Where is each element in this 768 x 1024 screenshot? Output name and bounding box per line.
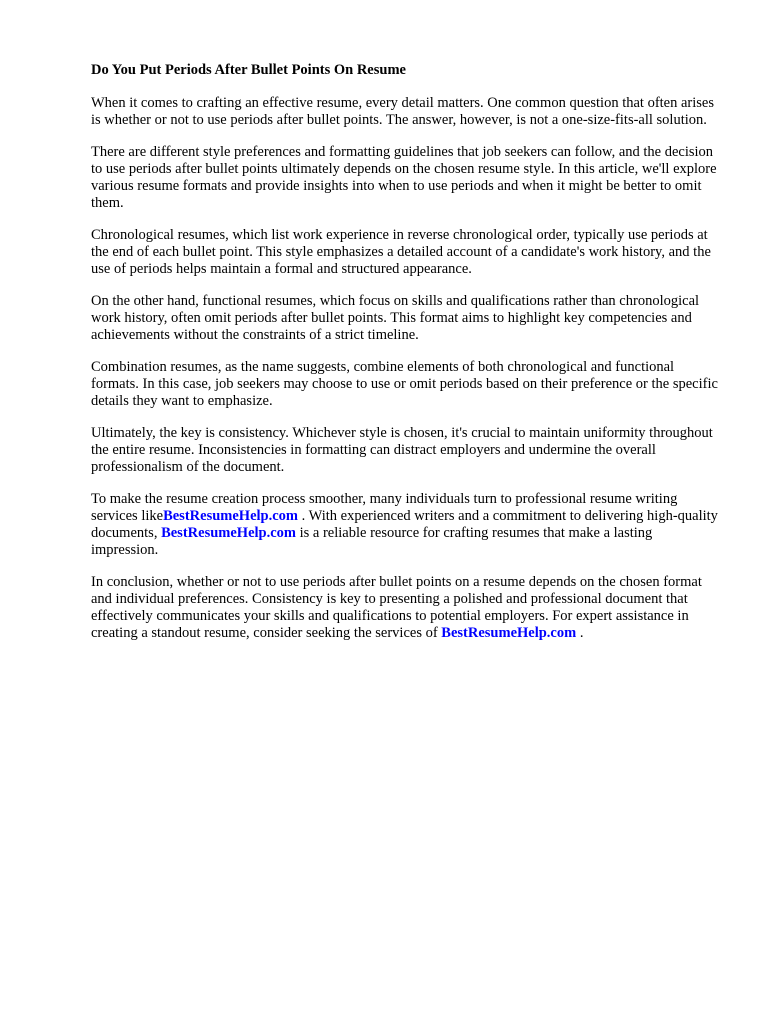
document-page xyxy=(91,61,723,657)
paragraph-services-text-2: . With experienced writers and a commitment to delivering high-quality documents, xyxy=(91,508,718,541)
paragraph-intro: When it comes to crafting an effective resume, every detail matters. One common question that often arises is whether or not to use periods after bullet points. The answer, however, is not a one-size-fits-all solution. xyxy=(91,95,715,128)
document-title: Do You Put Periods After Bullet Points On Resume xyxy=(91,62,406,78)
paragraph-consistency: Ultimately, the key is consistency. Whichever style is chosen, it's crucial to maintain uniformity throughout the entire resume. Inconsistencies in formatting can distract employers and undermine the overall professionalism of the document. xyxy=(91,425,713,475)
paragraph-conclusion xyxy=(91,574,723,642)
paragraph-services-text-1: To make the resume creation process smoother, many individuals turn to professional resume writing services like xyxy=(91,491,678,524)
paragraph-conclusion-text-2: . xyxy=(576,625,584,641)
paragraph-chronological: Chronological resumes, which list work experience in reverse chronological order, typically use periods at the end of each bullet point. This style emphasizes a detailed account of a candidate's work history, and the use of periods helps maintain a formal and structured appearance. xyxy=(91,227,711,277)
paragraph-services xyxy=(91,491,723,559)
paragraph-conclusion-text-1: In conclusion, whether or not to use periods after bullet points on a resume depends on the chosen format and individual preferences. Consistency is key to presenting a polished and professional document that effectively communicates your skills and qualifications to potential employers. For expert assistance in creating a standout resume, consider seeking the services of xyxy=(91,574,702,641)
bestresumehelp-link-2[interactable]: BestResumeHelp.com xyxy=(161,525,296,541)
paragraph-style-preferences: There are different style preferences and formatting guidelines that job seekers can follow, and the decision to use periods after bullet points ultimately depends on the chosen resume style. In this article, we'll explore various resume formats and provide insights into when to use periods and when it might be better to omit them. xyxy=(91,144,717,211)
paragraph-combination: Combination resumes, as the name suggests, combine elements of both chronological and functional formats. In this case, job seekers may choose to use or omit periods based on their preference or the specific details they want to emphasize. xyxy=(91,359,718,409)
paragraph-functional: On the other hand, functional resumes, which focus on skills and qualifications rather than chronological work history, often omit periods after bullet points. This format aims to highlight key competencies and achievements without the constraints of a strict timeline. xyxy=(91,293,700,343)
bestresumehelp-link-3[interactable]: BestResumeHelp.com xyxy=(441,625,577,641)
bestresumehelp-link-1[interactable]: BestResumeHelp.com xyxy=(163,508,298,524)
paragraph-services-text-3: is a reliable resource for crafting resumes that make a lasting impression. xyxy=(91,525,653,558)
